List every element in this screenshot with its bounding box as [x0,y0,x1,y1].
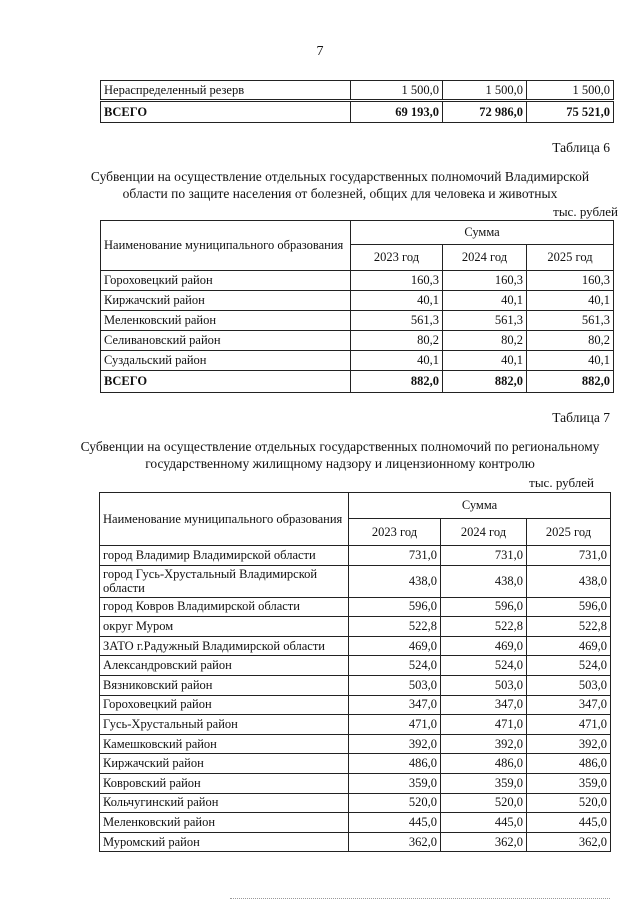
row-name: Александровский район [100,656,349,676]
table6-total-row [101,371,614,393]
value-2025: 445,0 [527,813,611,833]
value-2023: 503,0 [349,675,441,695]
table7-row [100,793,611,813]
table6-label: Таблица 6 [552,140,610,155]
table7-row [100,754,611,774]
table7 [99,492,611,852]
table6-header-name: Наименование муниципального образования [101,221,351,271]
value-2025: 486,0 [527,754,611,774]
row-name: Гороховецкий район [101,271,351,291]
value-2023: 438,0 [349,565,441,597]
table6-title [60,168,620,202]
table7-row [100,675,611,695]
table7-header-sum: Сумма [349,493,611,519]
table7-title [60,438,620,472]
row-name: Меленковский район [101,311,351,331]
value-2023: 445,0 [349,813,441,833]
row-name: округ Муром [100,617,349,637]
value-2025: 362,0 [527,832,611,852]
value-2024: 40,1 [443,351,527,371]
value-2024: 522,8 [441,617,527,637]
row-name: ЗАТО г.Радужный Владимирской области [100,636,349,656]
value-2023: 486,0 [349,754,441,774]
value-2024: 731,0 [441,546,527,566]
value-2023: 1 500,0 [351,81,443,101]
value-2023: 882,0 [351,371,443,393]
table6-row [101,291,614,311]
row-name: город Гусь-Хрустальный Владимирской области [100,565,349,597]
top_table-row [101,81,614,101]
row-name: Селивановский район [101,331,351,351]
table7-header-name: Наименование муниципального образования [100,493,349,546]
value-2025: 1 500,0 [527,81,614,101]
value-2023: 80,2 [351,331,443,351]
row-name: Меленковский район [100,813,349,833]
row-name: Гусь-Хрустальный район [100,715,349,735]
value-2023: 40,1 [351,291,443,311]
value-2024: 596,0 [441,597,527,617]
value-2025: 503,0 [527,675,611,695]
value-2023: 520,0 [349,793,441,813]
table7-header-2023: 2023 год [349,519,441,546]
value-2023: 596,0 [349,597,441,617]
value-2024: 1 500,0 [443,81,527,101]
value-2025: 392,0 [527,734,611,754]
value-2025: 40,1 [527,291,614,311]
value-2024: 72 986,0 [443,101,527,123]
value-2023: 392,0 [349,734,441,754]
value-2023: 40,1 [351,351,443,371]
table7-row [100,597,611,617]
table6-row [101,271,614,291]
table6-row [101,311,614,331]
row-name: Кольчугинский район [100,793,349,813]
value-2023: 524,0 [349,656,441,676]
table7-row [100,832,611,852]
table6-title-line1: Субвенции на осуществление отдельных государственных полномочий Владимирской [90,169,590,184]
top_table-total-row [101,101,614,123]
value-2023: 561,3 [351,311,443,331]
value-2025: 561,3 [527,311,614,331]
value-2024: 80,2 [443,331,527,351]
value-2025: 359,0 [527,773,611,793]
value-2025: 40,1 [527,351,614,371]
row-name: Суздальский район [101,351,351,371]
value-2024: 347,0 [441,695,527,715]
value-2023: 347,0 [349,695,441,715]
value-2025: 731,0 [527,546,611,566]
value-2025: 520,0 [527,793,611,813]
row-name: Ковровский район [100,773,349,793]
table7-row [100,546,611,566]
value-2023: 471,0 [349,715,441,735]
value-2025: 75 521,0 [527,101,614,123]
value-2024: 561,3 [443,311,527,331]
value-2024: 362,0 [441,832,527,852]
table7-row [100,695,611,715]
value-2024: 486,0 [441,754,527,774]
value-2024: 524,0 [441,656,527,676]
row-name: Киржачский район [100,754,349,774]
value-2025: 596,0 [527,597,611,617]
value-2025: 524,0 [527,656,611,676]
value-2023: 160,3 [351,271,443,291]
value-2023: 362,0 [349,832,441,852]
table7-header-2025: 2025 год [527,519,611,546]
value-2023: 469,0 [349,636,441,656]
value-2023: 522,8 [349,617,441,637]
table7-row [100,565,611,597]
row-name: Киржачский район [101,291,351,311]
value-2025: 347,0 [527,695,611,715]
value-2025: 882,0 [527,371,614,393]
table6-row [101,351,614,371]
table7-row [100,813,611,833]
value-2023: 731,0 [349,546,441,566]
value-2025: 471,0 [527,715,611,735]
table7-label: Таблица 7 [552,410,610,425]
row-name: ВСЕГО [101,371,351,393]
row-name: ВСЕГО [101,101,351,123]
row-name: город Владимир Владимирской области [100,546,349,566]
row-name: Камешковский район [100,734,349,754]
value-2025: 160,3 [527,271,614,291]
page-number: 7 [316,44,324,59]
value-2025: 522,8 [527,617,611,637]
table6-header-sum: Сумма [351,221,614,245]
table6-header-2024: 2024 год [443,245,527,271]
table6-row [101,331,614,351]
table7-units: тыс. рублей [529,475,594,490]
table7-header-2024: 2024 год [441,519,527,546]
table7-title-line2: государственному жилищному надзору и лицензионному контролю [145,456,535,471]
value-2023: 69 193,0 [351,101,443,123]
row-name: Нераспределенный резерв [101,81,351,101]
table6-header-2023: 2023 год [351,245,443,271]
row-name: Гороховецкий район [100,695,349,715]
value-2025: 80,2 [527,331,614,351]
top-summary-table [100,80,614,123]
table7-row [100,715,611,735]
table7-row [100,617,611,637]
value-2025: 469,0 [527,636,611,656]
value-2024: 520,0 [441,793,527,813]
table7-row [100,636,611,656]
row-name: Муромский район [100,832,349,852]
value-2024: 392,0 [441,734,527,754]
scan-edge-line [230,898,610,899]
table6 [100,220,614,393]
row-name: город Ковров Владимирской области [100,597,349,617]
value-2024: 359,0 [441,773,527,793]
table6-title-line2: области по защите населения от болезней, общих для человека и животных [122,186,558,201]
row-name: Вязниковский район [100,675,349,695]
table7-row [100,734,611,754]
table7-row [100,773,611,793]
table6-units: тыс. рублей [553,204,618,219]
value-2024: 40,1 [443,291,527,311]
value-2024: 160,3 [443,271,527,291]
value-2024: 471,0 [441,715,527,735]
value-2024: 882,0 [443,371,527,393]
table6-header-2025: 2025 год [527,245,614,271]
value-2024: 445,0 [441,813,527,833]
value-2023: 359,0 [349,773,441,793]
table7-row [100,656,611,676]
value-2024: 469,0 [441,636,527,656]
value-2024: 438,0 [441,565,527,597]
value-2025: 438,0 [527,565,611,597]
value-2024: 503,0 [441,675,527,695]
table7-title-line1: Субвенции на осуществление отдельных государственных полномочий по региональному [80,439,600,454]
